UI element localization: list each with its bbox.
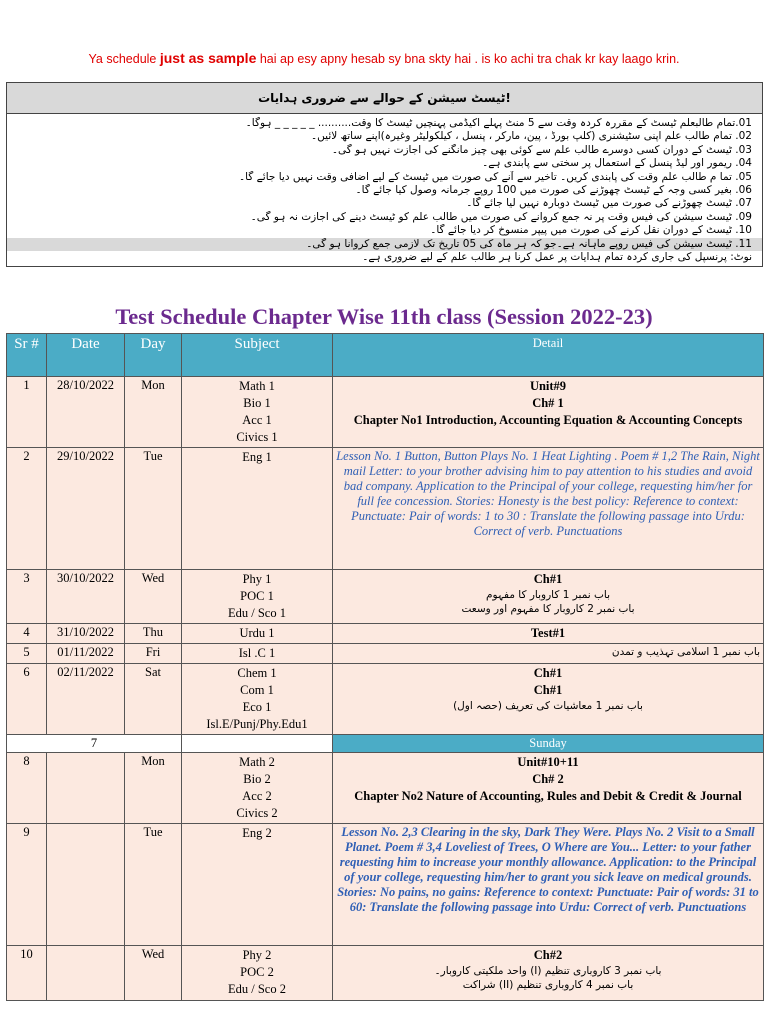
cell-sr: 10	[7, 946, 47, 1001]
subject-line: Eng 1	[242, 450, 272, 464]
table-row	[7, 664, 764, 735]
subject-line: Eng 2	[242, 826, 272, 840]
cell-date: 29/10/2022	[47, 448, 125, 570]
subject-line: Edu / Sco 1	[228, 606, 286, 620]
cell-day: Sat	[125, 664, 182, 735]
cell-day: Mon	[125, 753, 182, 824]
sample-notice-emphasis: just as sample	[159, 50, 257, 66]
cell-date: 31/10/2022	[47, 624, 125, 644]
cell-sr: 9	[7, 824, 47, 946]
instruction-line: 04. ریمور اور لیڈ پنسل کے استعمال پر سختی سے پابندی ہے۔	[482, 157, 752, 170]
subject-line: Bio 1	[243, 396, 271, 410]
detail-line-urdu: باب نمبر 1 معاشیات کی تعریف (حصہ اول)	[453, 700, 643, 712]
cell-subject	[182, 624, 333, 644]
subject-line: Civics 2	[236, 806, 278, 820]
subject-line: Bio 2	[243, 772, 271, 786]
detail-line-urdu: باب نمبر 4 کاروباری تنظیم (II) شراکت	[462, 979, 634, 991]
sample-notice	[0, 50, 768, 66]
cell-subject	[182, 946, 333, 1001]
subject-line: Com 1	[240, 683, 274, 697]
cell-subject	[182, 753, 333, 824]
cell-day: Wed	[125, 570, 182, 624]
instruction-line: 10. ٹیسٹ کے دوران نقل کرنے کی صورت میں پیپر منسوخ کر دیا جائے گا۔	[430, 224, 752, 237]
cell-subject-empty	[182, 735, 333, 753]
header-day: Day	[125, 334, 182, 377]
cell-subject	[182, 377, 333, 448]
cell-date: 28/10/2022	[47, 377, 125, 448]
subject-line: Isl .C 1	[238, 646, 276, 660]
cell-day: Fri	[125, 644, 182, 664]
table-row	[7, 377, 764, 448]
detail-line-urdu: باب نمبر 2 کاروبار کا مفہوم اور وسعت	[461, 603, 635, 615]
sample-notice-post: hai ap esy apny hesab sy bna skty hai . is ko achi tra chak kr kay laago krin.	[256, 52, 680, 66]
cell-sr: 3	[7, 570, 47, 624]
cell-sr: 4	[7, 624, 47, 644]
subject-line: Civics 1	[236, 430, 278, 444]
table-row	[7, 946, 764, 1001]
instructions-list	[7, 114, 762, 266]
cell-day: Tue	[125, 448, 182, 570]
header-date: Date	[47, 334, 125, 377]
instruction-line: 05. تما م طالب علم وقت کی پابندی کریں۔ تاخیر سے آنے کی صورت میں ٹیسٹ کے لیے اضافی وقت نہیں دیا جائے گا۔	[238, 170, 752, 183]
subject-line: Chem 1	[237, 666, 277, 680]
cell-sr: 2	[7, 448, 47, 570]
cell-detail	[333, 946, 764, 1001]
cell-detail	[333, 624, 764, 644]
subject-line: Acc 2	[242, 789, 272, 803]
cell-subject	[182, 664, 333, 735]
detail-line: Chapter No1 Introduction, Accounting Equation & Accounting Concepts	[353, 413, 743, 427]
cell-subject	[182, 448, 333, 570]
cell-day: Wed	[125, 946, 182, 1001]
subject-line: Edu / Sco 2	[228, 982, 286, 996]
subject-line: Eco 1	[242, 700, 272, 714]
cell-sunday: Sunday	[333, 735, 764, 753]
cell-detail-english: Lesson No. 1 Button, Button Plays No. 1 Heat Lighting . Poem # 1,2 The Rain, Night mail Letter: to your brother advising him to pay attention to his studies and avoid bad company. Application to the Principal of your college, requesting him/her for full fee concession. Stories: Honesty is the best policy: Reference to context: Punctuate: Pair of words: 1 to 30 : Translate the following passage into Urdu: Correct of verb. Punctuations	[333, 448, 764, 570]
cell-subject	[182, 570, 333, 624]
cell-date	[47, 946, 125, 1001]
table-header-row	[7, 334, 764, 377]
cell-date: 01/11/2022	[47, 644, 125, 664]
detail-line: Unit#9	[529, 379, 567, 393]
detail-line: Chapter No2 Nature of Accounting, Rules and Debit & Credit & Journal	[354, 789, 742, 803]
cell-day: Tue	[125, 824, 182, 946]
instruction-line: 06. بغیر کسی وجہ کے ٹیسٹ چھوڑنے کی صورت میں 100 روپے جرمانہ وصول کیا جائے گا۔	[355, 184, 752, 197]
cell-day: Thu	[125, 624, 182, 644]
subject-line: Isl.E/Punj/Phy.Edu1	[206, 717, 308, 731]
instruction-line: 11. ٹیسٹ سیشن کی فیس روپے ماہانہ ہے۔جو کہ ہر ماہ کی 05 تاریخ تک لازمی جمع کروانا ہو گی۔	[7, 238, 762, 251]
subject-line: Phy 1	[242, 572, 272, 586]
instruction-line: 09. ٹیسٹ سیشن کی فیس وقت پر نہ جمع کروانے کی صورت میں طالب علم کو ٹیسٹ دینے کی اجازت نہ ہو گی۔	[250, 210, 752, 223]
cell-detail-english: Lesson No. 2,3 Clearing in the sky, Dark They Were. Plays No. 2 Visit to a Small Planet. Poem # 3,4 Loveliest of Trees, O Where are You... Letter: to your father requesting him to increase your monthly allowance. Application: to the Principal of your college, requesting him/her to grant you sick leave on medical grounds. Stories: No pains, no gains: Reference to context: Punctuate: Pair of words: 31 to 60: Translate the following passage into Urdu: Correct of verb. Punctuations	[333, 824, 764, 946]
cell-sr: 1	[7, 377, 47, 448]
table-row	[7, 644, 764, 664]
sample-notice-pre: Ya schedule	[88, 52, 160, 66]
cell-sr: 7	[7, 735, 182, 753]
detail-line: Test#1	[530, 626, 566, 640]
subject-line: POC 2	[240, 965, 274, 979]
subject-line: Phy 2	[242, 948, 272, 962]
cell-date: 02/11/2022	[47, 664, 125, 735]
detail-line: Unit#10+11	[517, 755, 579, 769]
table-row	[7, 753, 764, 824]
detail-line: Ch#1	[533, 572, 563, 586]
table-row	[7, 570, 764, 624]
detail-line: Ch#2	[533, 948, 563, 962]
table-row	[7, 824, 764, 946]
schedule-title: Test Schedule Chapter Wise 11th class (Session 2022-23)	[115, 304, 653, 329]
instruction-note: نوٹ: پرنسپل کی جاری کردہ تمام ہدایات پر عمل کرنا ہر طالب علم کے لیے ضروری ہے۔	[362, 251, 752, 264]
cell-detail	[333, 377, 764, 448]
cell-subject	[182, 824, 333, 946]
header-sr: Sr #	[7, 334, 47, 377]
cell-subject	[182, 644, 333, 664]
detail-line-urdu: باب نمبر 3 کاروباری تنظیم (I) واحد ملکیتی کاروبار۔	[434, 965, 662, 977]
instruction-line: 03. ٹیسٹ کے دوران کسی دوسرے طالب علم سے کوئی بھی چیز مانگنے کی اجازت نہیں ہو گی۔	[331, 143, 752, 156]
cell-sr: 5	[7, 644, 47, 664]
cell-day: Mon	[125, 377, 182, 448]
detail-line: Ch#1	[533, 683, 563, 697]
subject-line: Math 1	[239, 379, 275, 393]
instruction-line: 02. تمام طالب علم اپنی سٹیشنری (کلپ بورڈ ، پین، مارکر ، پنسل ، کیلکولیٹر وغیرہ)اپنے ساتھ لائیں۔	[311, 130, 752, 143]
detail-line-urdu: باب نمبر 1 اسلامی تہذیب و تمدن	[611, 646, 760, 658]
cell-sr: 6	[7, 664, 47, 735]
instructions-box	[6, 82, 763, 267]
detail-line: Ch# 2	[532, 772, 564, 786]
table-row-sunday	[7, 735, 764, 753]
header-detail: Detail	[333, 334, 764, 377]
subject-line: Urdu 1	[239, 626, 275, 640]
instructions-heading: ٹیسٹ سیشن کے حوالے سے ضروری ہدایات!	[7, 83, 762, 114]
subject-line: Acc 1	[242, 413, 272, 427]
table-row	[7, 448, 764, 570]
cell-date: 30/10/2022	[47, 570, 125, 624]
cell-detail	[333, 753, 764, 824]
cell-date	[47, 753, 125, 824]
instruction-line: 01.تمام طالبعلم ٹیسٹ کے مقررہ کردہ وقت سے 5 منٹ پہلے اکیڈمی پہنچیں ٹیسٹ کا وقت.......... _ _ _ _ _ ہوگا۔	[245, 117, 752, 129]
schedule-table	[6, 333, 764, 1001]
cell-detail	[333, 644, 764, 664]
cell-detail	[333, 664, 764, 735]
table-row	[7, 624, 764, 644]
cell-detail	[333, 570, 764, 624]
cell-date	[47, 824, 125, 946]
header-subject: Subject	[182, 334, 333, 377]
detail-line-urdu: باب نمبر 1 کاروبار کا مفہوم	[485, 589, 611, 601]
subject-line: Math 2	[239, 755, 275, 769]
subject-line: POC 1	[240, 589, 274, 603]
detail-line: Ch# 1	[532, 396, 564, 410]
instruction-line: 07. ٹیسٹ چھوڑنے کی صورت میں ٹیسٹ دوبارہ نہیں لیا جائے گا۔	[466, 197, 752, 210]
cell-sr: 8	[7, 753, 47, 824]
detail-line: Ch#1	[533, 666, 563, 680]
